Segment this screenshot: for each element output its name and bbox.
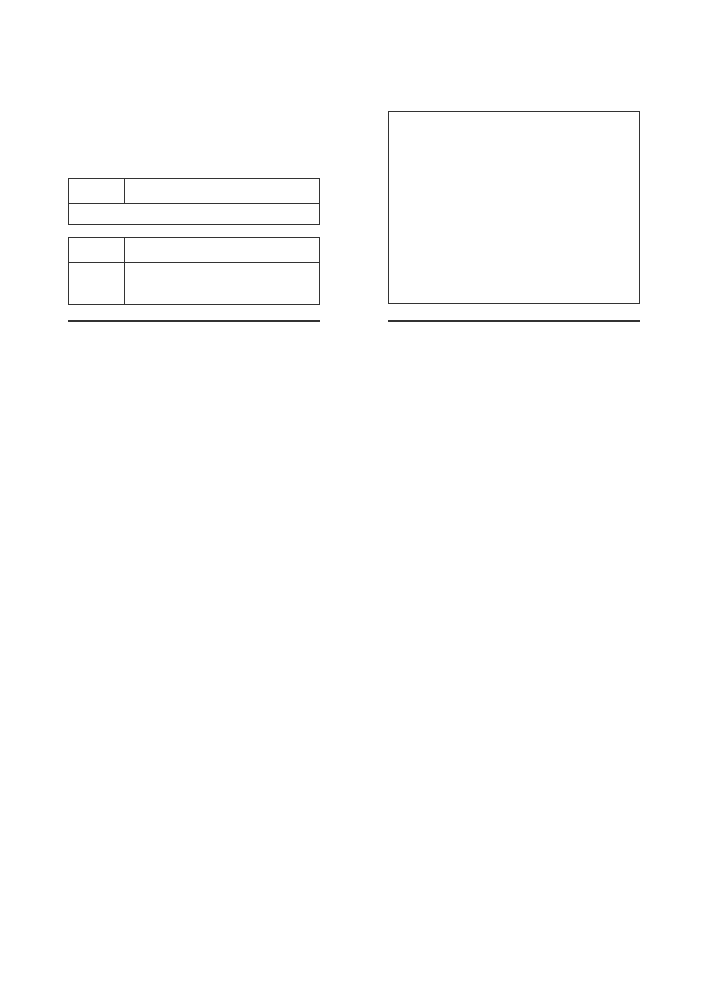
venue-label — [69, 179, 125, 203]
answer-table-left — [68, 320, 320, 322]
kana-label — [69, 238, 125, 262]
answer-table-right — [388, 320, 640, 322]
venue-box[interactable] — [68, 178, 320, 225]
name-label — [69, 262, 125, 304]
name-box[interactable] — [68, 237, 320, 305]
exam-number-grid[interactable] — [388, 111, 640, 304]
qr-code-icon[interactable] — [579, 889, 641, 955]
